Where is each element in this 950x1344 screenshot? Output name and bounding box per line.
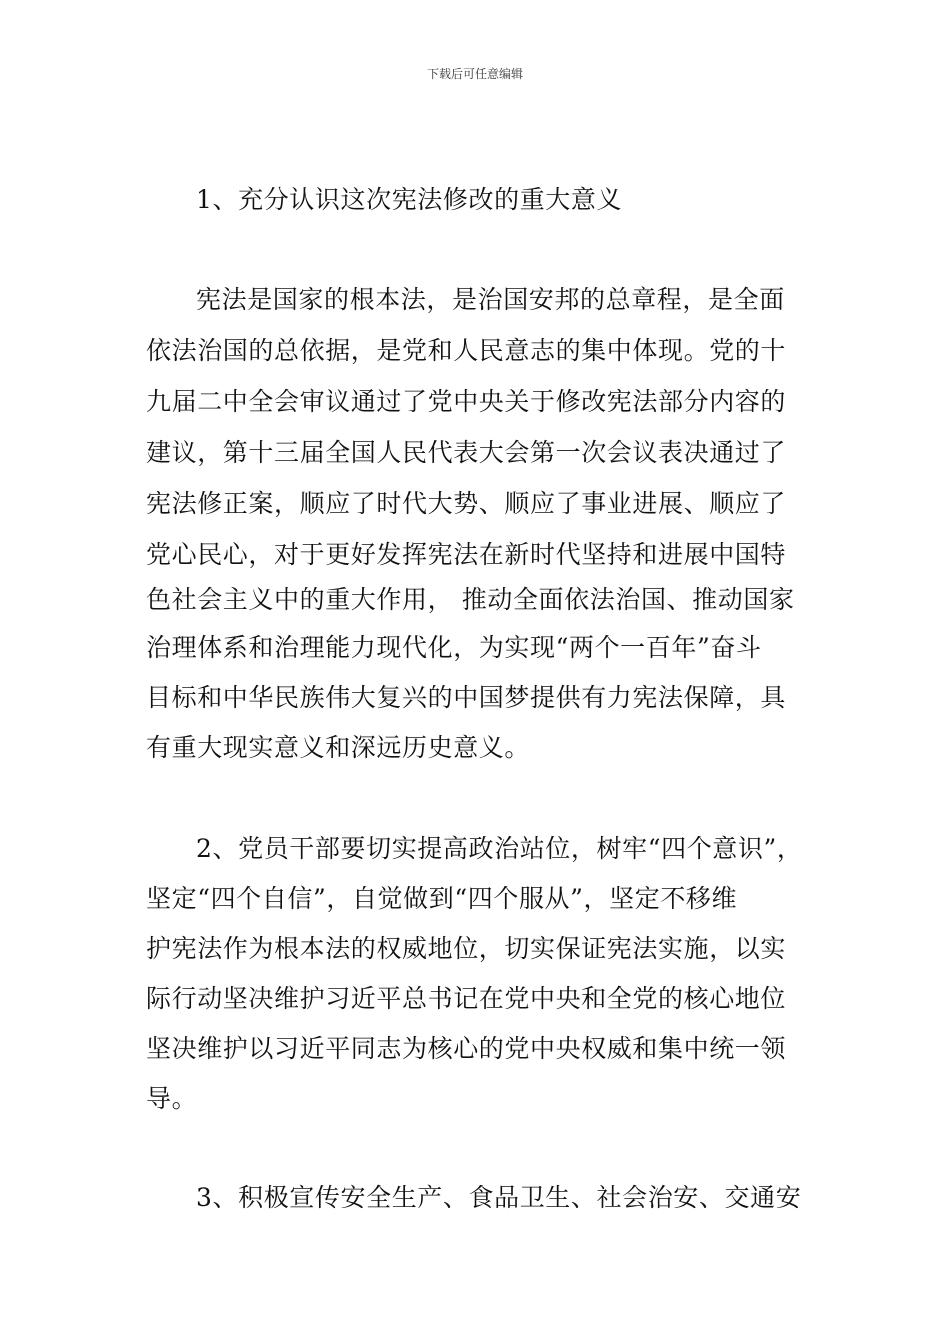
- paragraph-line: 目标和中华民族伟大复兴的中国梦提供有力宪法保障，具: [146, 683, 787, 712]
- paragraph-line: 九届二中全会审议通过了党中央关于修改宪法部分内容的: [146, 387, 787, 416]
- section-2-line: 坚定“四个自信”，自觉做到“四个服从”，坚定不移维: [146, 884, 738, 913]
- paragraph-line: 治理体系和治理能力现代化，为实现“两个一百年”奋斗: [146, 633, 762, 662]
- paragraph-line: 依法治国的总依据，是党和人民意志的集中体现。党的十: [146, 336, 787, 365]
- section-2-line: 护宪法作为根本法的权威地位，切实保证宪法实施，以实: [146, 934, 787, 963]
- paragraph-line: 有重大现实意义和深远历史意义。: [146, 733, 531, 762]
- section-2-line: 2、党员干部要切实提高政治站位，树牢“四个意识”，: [196, 834, 803, 863]
- section-2-line: 导。: [146, 1084, 198, 1113]
- paragraph-line: 宪法是国家的根本法，是治国安邦的总章程，是全面: [196, 285, 785, 314]
- paragraph-line: 建议，第十三届全国人民代表大会第一次会议表决通过了: [146, 438, 787, 467]
- page-header: 下载后可任意编辑: [426, 67, 523, 81]
- paragraph-line: 宪法修正案，顺应了时代大势、顺应了事业进展、顺应了: [146, 489, 787, 518]
- paragraph-line: 党心民心，对于更好发挥宪法在新时代坚持和进展中国特: [146, 540, 787, 569]
- section-1-heading: 1、充分认识这次宪法修改的重大意义: [196, 185, 623, 214]
- section-2-line: 坚决维护以习近平同志为核心的党中央权威和集中统一领: [146, 1034, 787, 1063]
- paragraph-line: 色社会主义中的重大作用， 推动全面依法治国、推动国家: [146, 585, 795, 614]
- section-2-line: 际行动坚决维护习近平总书记在党中央和全党的核心地位: [146, 984, 787, 1013]
- section-3-line: 3、积极宣传安全生产、食品卫生、社会治安、交通安: [196, 1183, 802, 1212]
